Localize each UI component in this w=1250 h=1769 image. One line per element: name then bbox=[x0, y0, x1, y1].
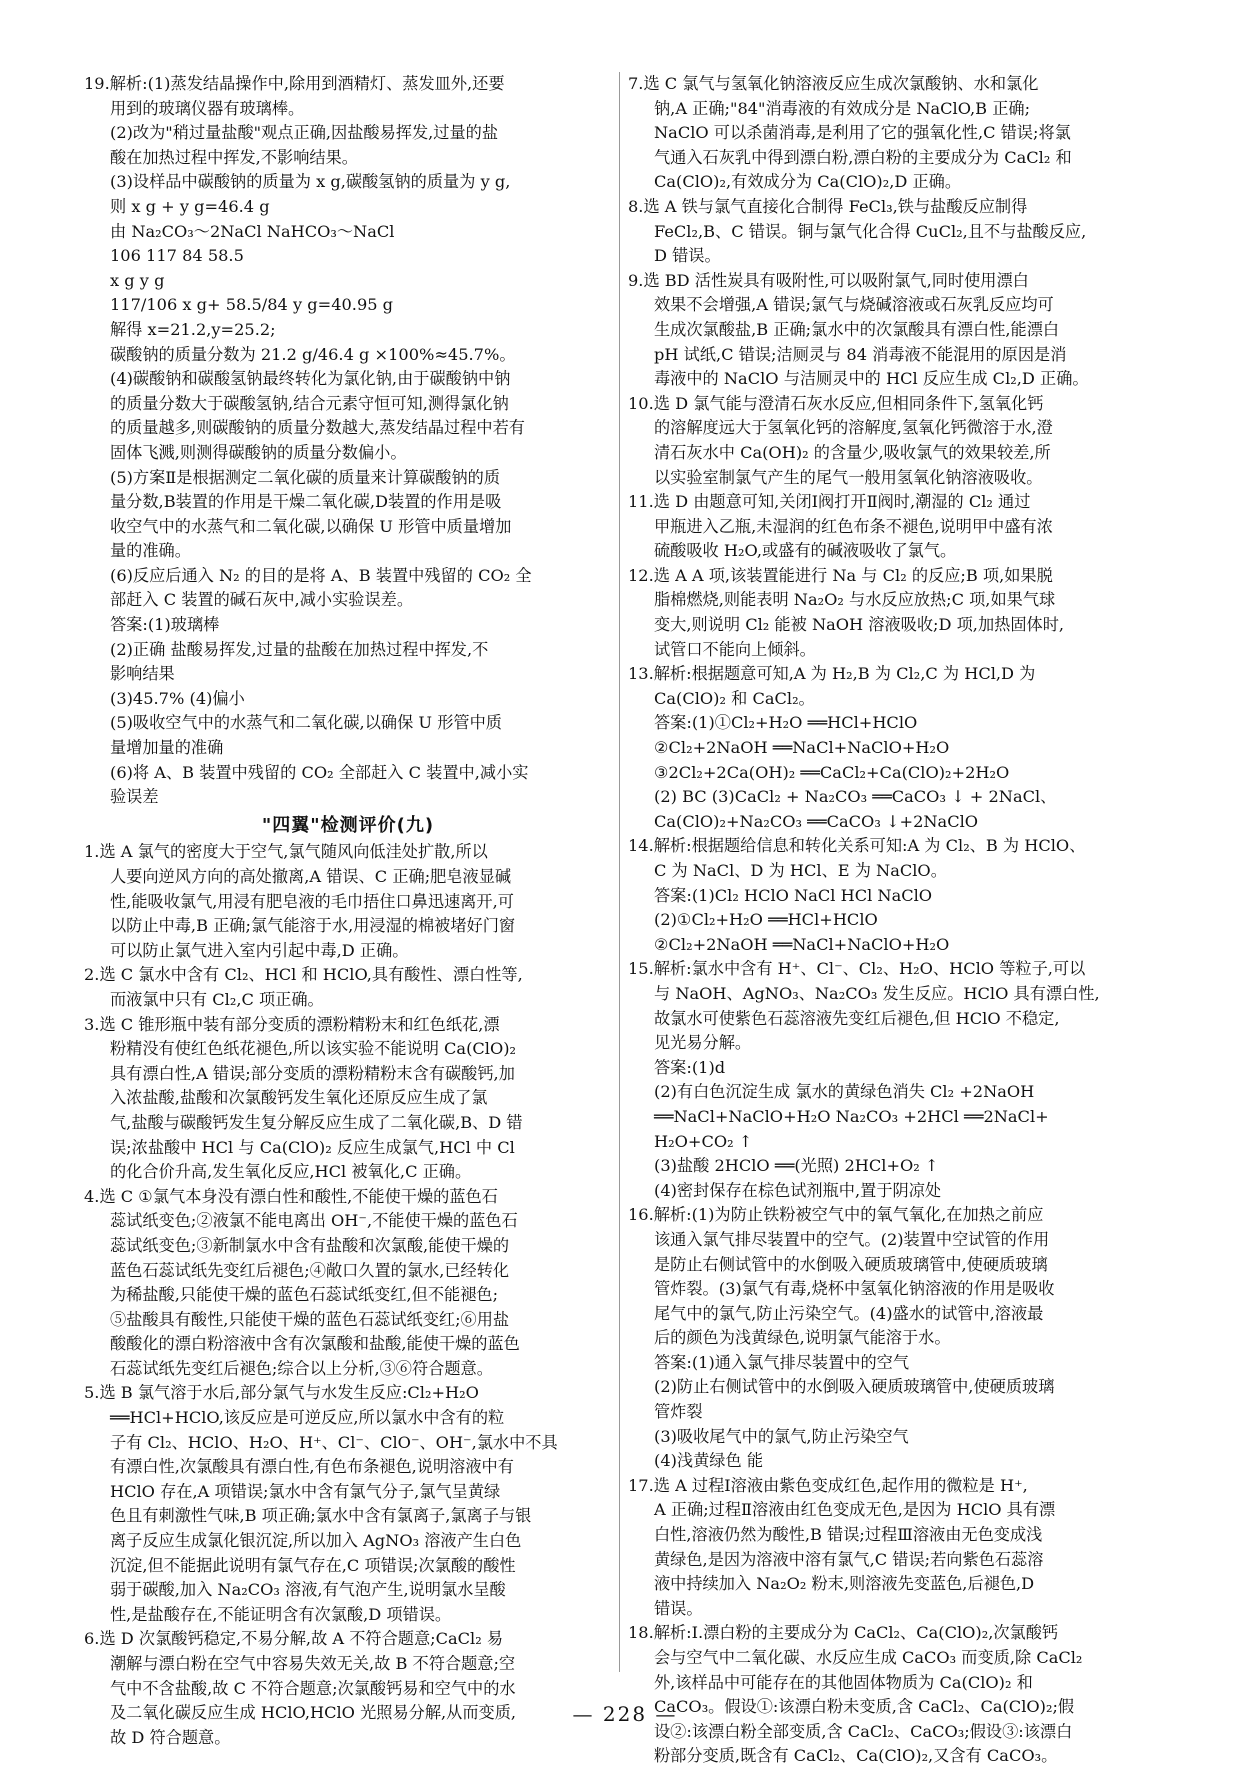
text-line: 液中持续加入 Na₂O₂ 粉末,则溶液先变蓝色,后褪色,D bbox=[654, 1574, 1035, 1594]
text-line: 清石灰水中 Ca(OH)₂ 的含量少,吸收氯气的效果较差,所 bbox=[654, 442, 1051, 462]
text-line: 答案:(1)通入氯气排尽装置中的空气 bbox=[654, 1352, 910, 1372]
text-line: 部赶入 C 装置的碱石灰中,减小实验误差。 bbox=[110, 590, 414, 610]
text-line: 变大,则说明 Cl₂ 能被 NaOH 溶液吸收;D 项,加热固体时, bbox=[654, 615, 1065, 635]
text-line: 7.选 C 氯气与氢氧化钠溶液反应生成次氯酸钠、水和氯化 bbox=[628, 74, 1039, 93]
text-line: 答案:(1)d bbox=[654, 1057, 726, 1077]
text-line: 18.解析:Ⅰ.漂白粉的主要成分为 CaCl₂、Ca(ClO)₂,次氯酸钙 bbox=[628, 1623, 1059, 1643]
text-line: (3)盐酸 2HClO ══(光照) 2HCl+O₂ ↑ bbox=[654, 1156, 939, 1176]
text-line: 答案:(1)玻璃棒 bbox=[110, 615, 220, 635]
right-column bbox=[628, 72, 1184, 1769]
text-line: 误;浓盐酸中 HCl 与 Ca(ClO)₂ 反应生成氯气,HCl 中 Cl bbox=[110, 1137, 515, 1157]
text-line: 管炸裂 bbox=[654, 1402, 703, 1422]
text-line: A 正确;过程Ⅱ溶液由红色变成无色,是因为 HClO 具有漂 bbox=[654, 1500, 1056, 1520]
text-line: 8.选 A 铁与氯气直接化合制得 FeCl₃,铁与盐酸反应制得 bbox=[628, 196, 1028, 216]
text-line: 4.选 C ①氯气本身没有漂白性和酸性,不能使干燥的蓝色石 bbox=[84, 1186, 498, 1206]
text-line: 15.解析:氯水中含有 H⁺、Cl⁻、Cl₂、H₂O、HClO 等粒子,可以 bbox=[628, 959, 1086, 979]
text-line: HClO 存在,A 项错误;氯水中含有氯气分子,氯气呈黄绿 bbox=[110, 1481, 501, 1501]
text-line: 的溶解度远大于氢氧化钙的溶解度,氢氧化钙微溶于水,澄 bbox=[654, 418, 1053, 438]
text-line: Ca(ClO)₂,有效成分为 Ca(ClO)₂,D 正确。 bbox=[654, 172, 962, 192]
text-line: 14.解析:根据题给信息和转化关系可知:A 为 Cl₂、B 为 HClO、 bbox=[628, 836, 1086, 856]
text-line: 2.选 C 氯水中含有 Cl₂、HCl 和 HClO,具有酸性、漂白性等, bbox=[84, 965, 523, 985]
text-line: 效果不会增强,A 错误;氯气与烧碱溶液或石灰乳反应均可 bbox=[654, 295, 1054, 315]
text-line: ══NaCl+NaClO+H₂O Na₂CO₃ +2HCl ══2NaCl+ bbox=[654, 1106, 1049, 1126]
text-line: x g y g bbox=[110, 270, 165, 290]
text-line: (6)反应后通入 N₂ 的目的是将 A、B 装置中残留的 CO₂ 全 bbox=[110, 565, 532, 585]
text-line: 蕊试纸变色;②液氯不能电离出 OH⁻,不能使干燥的蓝色石 bbox=[110, 1211, 518, 1231]
text-line: 收空气中的水蒸气和二氧化碳,以确保 U 形管中质量增加 bbox=[110, 516, 512, 536]
text-line: (6)将 A、B 装置中残留的 CO₂ 全部赶入 C 装置中,减小实 bbox=[110, 762, 529, 782]
text-line: 石蕊试纸先变红后褪色;综合以上分析,③⑥符合题意。 bbox=[110, 1358, 493, 1378]
text-line: 由 Na₂CO₃～2NaCl NaHCO₃～NaCl bbox=[110, 221, 395, 241]
text-line: (2)有白色沉淀生成 氯水的黄绿色消失 Cl₂ +2NaOH bbox=[654, 1082, 1035, 1102]
text-line: 蕊试纸变色;③新制氯水中含有盐酸和次氯酸,能使干燥的 bbox=[110, 1235, 510, 1255]
text-line: 管炸裂。(3)氯气有毒,烧杯中氢氧化钠溶液的作用是吸收 bbox=[654, 1279, 1055, 1299]
text-line: 及二氧化碳反应生成 HClO,HClO 光照易分解,从而变质, bbox=[110, 1703, 517, 1723]
text-line: 设②:该漂白粉全部变质,含 CaCl₂、CaCO₃;假设③:该漂白 bbox=[654, 1721, 1073, 1741]
text-line: 11.选 D 由题意可知,关闭Ⅰ阀打开Ⅱ阀时,潮湿的 Cl₂ 通过 bbox=[628, 492, 1031, 512]
text-line: 验误差 bbox=[110, 787, 159, 807]
text-line: 具有漂白性,A 错误;部分变质的漂粉精粉末含有碳酸钙,加 bbox=[110, 1063, 515, 1083]
text-line: (2)改为"稍过量盐酸"观点正确,因盐酸易挥发,过量的盐 bbox=[110, 123, 499, 143]
text-line: (3)吸收尾气中的氯气,防止污染空气 bbox=[654, 1426, 909, 1446]
text-line: 17.选 A 过程Ⅰ溶液由紫色变成红色,起作用的微粒是 H⁺, bbox=[628, 1475, 1028, 1495]
text-line: 可以防止氯气进入室内引起中毒,D 正确。 bbox=[110, 940, 409, 960]
text-line: 试管口不能向上倾斜。 bbox=[654, 639, 816, 659]
text-line: (2)防止右侧试管中的水倒吸入硬质玻璃管中,使硬质玻璃 bbox=[654, 1377, 1055, 1397]
text-line: (4)碳酸钠和碳酸氢钠最终转化为氯化钠,由于碳酸钠中钠 bbox=[110, 369, 511, 389]
text-line: 影响结果 bbox=[110, 664, 175, 684]
text-line: CaCO₃。假设①:该漂白粉未变质,含 CaCl₂、Ca(ClO)₂;假 bbox=[654, 1697, 1075, 1717]
text-line: ══HCl+HClO,该反应是可逆反应,所以氯水中含有的粒 bbox=[110, 1408, 505, 1428]
text-line: 外,该样品中可能存在的其他固体物质为 Ca(ClO)₂ 和 bbox=[654, 1672, 1033, 1692]
text-line: 117/106 x g+ 58.5/84 y g=40.95 g bbox=[110, 295, 394, 315]
text-line: 黄绿色,是因为溶液中溶有氯气,C 错误;若向紫色石蕊溶 bbox=[654, 1549, 1044, 1569]
text-line: 有漂白性,次氯酸具有漂白性,有色布条褪色,说明溶液中有 bbox=[110, 1457, 514, 1477]
text-line: 甲瓶进入乙瓶,未湿润的红色布条不褪色,说明甲中盛有浓 bbox=[654, 516, 1053, 536]
page-number: — 228 — bbox=[572, 1702, 678, 1726]
text-line: 后的颜色为浅黄绿色,说明氯气能溶于水。 bbox=[654, 1328, 951, 1348]
text-line: 性,能吸收氯气,用浸有肥皂液的毛巾捂住口鼻迅速离开,可 bbox=[110, 891, 514, 911]
text-line: (5)方案Ⅱ是根据测定二氧化碳的质量来计算碳酸钠的质 bbox=[110, 467, 501, 487]
text-line: 则 x g + y g=46.4 g bbox=[110, 196, 270, 216]
left-column bbox=[84, 72, 612, 1750]
text-line: 量分数,B装置的作用是干燥二氧化碳,D装置的作用是吸 bbox=[110, 492, 502, 512]
text-line: 入浓盐酸,盐酸和次氯酸钙发生氧化还原反应生成了氯 bbox=[110, 1088, 488, 1108]
text-line: 解得 x=21.2,y=25.2; bbox=[110, 319, 276, 339]
text-line: 1.选 A 氯气的密度大于空气,氯气随风向低洼处扩散,所以 bbox=[84, 842, 488, 862]
text-line: 气中不含盐酸,故 C 不符合题意;次氯酸钙易和空气中的水 bbox=[110, 1678, 516, 1698]
text-line: 会与空气中二氧化碳、水反应生成 CaCO₃ 而变质,除 CaCl₂ bbox=[654, 1648, 1083, 1667]
text-line: 为稀盐酸,只能使干燥的蓝色石蕊试纸变红,但不能褪色; bbox=[110, 1285, 499, 1305]
text-line: 10.选 D 氯气能与澄清石灰水反应,但相同条件下,氢氧化钙 bbox=[628, 393, 1044, 413]
text-line: ⑤盐酸具有酸性,只能使干燥的蓝色石蕊试纸变红;⑥用盐 bbox=[110, 1309, 510, 1329]
text-line: 以实验室制氯气产生的尾气一般用氢氧化钠溶液吸收。 bbox=[654, 467, 1043, 487]
text-line: 生成次氯酸盐,B 正确;氯水中的次氯酸具有漂白性,能漂白 bbox=[654, 319, 1060, 339]
text-line: 该通入氯气排尽装置中的空气。(2)装置中空试管的作用 bbox=[654, 1229, 1050, 1249]
text-line: 3.选 C 锥形瓶中装有部分变质的漂粉精粉末和红色纸花,漂 bbox=[84, 1014, 500, 1034]
text-line: ②Cl₂+2NaOH ══NaCl+NaClO+H₂O bbox=[654, 738, 950, 758]
text-line: 13.解析:根据题意可知,A 为 H₂,B 为 Cl₂,C 为 HCl,D 为 bbox=[628, 664, 1036, 684]
text-line: 脂棉燃烧,则能表明 Na₂O₂ 与水反应放热;C 项,如果气球 bbox=[654, 590, 1056, 610]
text-line: C 为 NaCl、D 为 HCl、E 为 NaClO。 bbox=[654, 861, 947, 880]
text-line: 色且有刺激性气味,B 项正确;氯水中含有氯离子,氯离子与银 bbox=[110, 1506, 532, 1526]
text-line: 量增加量的准确 bbox=[110, 738, 224, 758]
text-line: 人要向逆风方向的高处撤离,A 错误、C 正确;肥皂液显碱 bbox=[110, 867, 512, 886]
text-line: 的质量分数大于碳酸氢钠,结合元素守恒可知,测得氯化钠 bbox=[110, 393, 509, 413]
text-line: 是防止右侧试管中的水倒吸入硬质玻璃管中,使硬质玻璃 bbox=[654, 1254, 1048, 1274]
text-line: 故 D 符合题意。 bbox=[110, 1727, 231, 1747]
text-line: 钠,A 正确;"84"消毒液的有效成分是 NaClO,B 正确; bbox=[654, 98, 1031, 118]
text-line: (4)密封保存在棕色试剂瓶中,置于阴凉处 bbox=[654, 1180, 942, 1200]
text-line: 粉部分变质,既含有 CaCl₂、Ca(ClO)₂,又含有 CaCO₃。 bbox=[654, 1746, 1058, 1766]
text-line: 白性,溶液仍然为酸性,B 错误;过程Ⅲ溶液由无色变成浅 bbox=[654, 1525, 1043, 1545]
text-line: 9.选 BD 活性炭具有吸附性,可以吸附氯气,同时使用漂白 bbox=[628, 270, 1029, 290]
text-line: 答案:(1)①Cl₂+H₂O ══HCl+HClO bbox=[654, 713, 918, 733]
text-line: (4)浅黄绿色 能 bbox=[654, 1451, 764, 1471]
text-line: Ca(ClO)₂+Na₂CO₃ ══CaCO₃ ↓+2NaClO bbox=[654, 811, 979, 831]
text-line: 以防止中毒,B 正确;氯气能溶于水,用浸湿的棉被堵好门窗 bbox=[110, 916, 516, 936]
text-line: 蓝色石蕊试纸先变红后褪色;④敞口久置的氯水,已经转化 bbox=[110, 1260, 510, 1280]
text-line: 5.选 B 氯气溶于水后,部分氯气与水发生反应:Cl₂+H₂O bbox=[84, 1383, 479, 1403]
text-line: FeCl₂,B、C 错误。铜与氯气化合得 CuCl₂,且不与盐酸反应, bbox=[654, 221, 1087, 241]
text-line: 酸在加热过程中挥发,不影响结果。 bbox=[110, 147, 358, 167]
text-line: 答案:(1)Cl₂ HClO NaCl HCl NaClO bbox=[654, 885, 933, 905]
text-line: 错误。 bbox=[654, 1598, 703, 1618]
text-line: H₂O+CO₂ ↑ bbox=[654, 1131, 753, 1151]
text-line: NaClO 可以杀菌消毒,是利用了它的强氧化性,C 错误;将氯 bbox=[654, 123, 1071, 143]
text-line: (3)设样品中碳酸钠的质量为 x g,碳酸氢钠的质量为 y g, bbox=[110, 172, 511, 192]
text-line: 弱于碳酸,加入 Na₂CO₃ 溶液,有气泡产生,说明氯水呈酸 bbox=[110, 1580, 506, 1600]
text-line: 16.解析:(1)为防止铁粉被空气中的氧气氧化,在加热之前应 bbox=[628, 1205, 1044, 1225]
text-line: 见光易分解。 bbox=[654, 1033, 752, 1053]
text-line: (2)①Cl₂+H₂O ══HCl+HClO bbox=[654, 910, 878, 930]
text-line: 量的准确。 bbox=[110, 541, 191, 561]
text-line: 离子反应生成氯化银沉淀,所以加入 AgNO₃ 溶液产生白色 bbox=[110, 1531, 522, 1551]
text-line: 用到的玻璃仪器有玻璃棒。 bbox=[110, 98, 305, 118]
text-line: 潮解与漂白粉在空气中容易失效无关,故 B 不符合题意;空 bbox=[110, 1654, 516, 1673]
text-line: ②Cl₂+2NaOH ══NaCl+NaClO+H₂O bbox=[654, 934, 950, 954]
text-line: 的质量越多,则碳酸钠的质量分数越大,蒸发结晶过程中若有 bbox=[110, 418, 525, 438]
text-line: ③2Cl₂+2Ca(OH)₂ ══CaCl₂+Ca(ClO)₂+2H₂O bbox=[654, 762, 1010, 782]
text-line: 12.选 A A 项,该装置能进行 Na 与 Cl₂ 的反应;B 项,如果脱 bbox=[628, 565, 1053, 585]
text-line: 故氯水可使紫色石蕊溶液先变红后褪色,但 HClO 不稳定, bbox=[654, 1008, 1060, 1028]
text-line: 尾气中的氯气,防止污染空气。(4)盛水的试管中,溶液最 bbox=[654, 1303, 1044, 1323]
text-line: (3)45.7% (4)偏小 bbox=[110, 688, 245, 708]
text-line: (2)正确 盐酸易挥发,过量的盐酸在加热过程中挥发,不 bbox=[110, 639, 489, 659]
section-heading: "四翼"检测评价(九) bbox=[261, 814, 435, 836]
text-line: 碳酸钠的质量分数为 21.2 g/46.4 g ×100%≈45.7%。 bbox=[110, 344, 516, 364]
text-line: 6.选 D 次氯酸钙稳定,不易分解,故 A 不符合题意;CaCl₂ 易 bbox=[84, 1629, 504, 1649]
text-line: 固体飞溅,则测得碳酸钠的质量分数偏小。 bbox=[110, 442, 407, 462]
text-line: 气通入石灰乳中得到漂白粉,漂白粉的主要成分为 CaCl₂ 和 bbox=[654, 147, 1072, 167]
text-line: pH 试纸,C 错误;洁厕灵与 84 消毒液不能混用的原因是消 bbox=[654, 344, 1067, 364]
text-line: 子有 Cl₂、HClO、H₂O、H⁺、Cl⁻、ClO⁻、OH⁻,氯水中不具 bbox=[110, 1432, 558, 1452]
text-line: 的化合价升高,发生氧化反应,HCl 被氧化,C 正确。 bbox=[110, 1162, 472, 1182]
text-line: (5)吸收空气中的水蒸气和二氧化碳,以确保 U 形管中质 bbox=[110, 713, 502, 733]
text-line: 酸酸化的漂白粉溶液中含有次氯酸和盐酸,能使干燥的蓝色 bbox=[110, 1334, 520, 1354]
text-line: 硫酸吸收 H₂O,或盛有的碱液吸收了氯气。 bbox=[654, 541, 957, 561]
text-line: 与 NaOH、AgNO₃、Na₂CO₃ 发生反应。HClO 具有漂白性, bbox=[654, 983, 1100, 1003]
text-line: 毒液中的 NaClO 与洁厕灵中的 HCl 反应生成 Cl₂,D 正确。 bbox=[654, 369, 1089, 389]
column-divider bbox=[619, 72, 620, 1672]
text-line: 106 117 84 58.5 bbox=[110, 246, 244, 266]
text-line: 而液氯中只有 Cl₂,C 项正确。 bbox=[110, 989, 324, 1009]
text-line: 19.解析:(1)蒸发结晶操作中,除用到酒精灯、蒸发皿外,还要 bbox=[84, 74, 505, 93]
text-line: 气,盐酸与碳酸钙发生复分解反应生成了二氧化碳,B、D 错 bbox=[110, 1112, 523, 1132]
text-line: Ca(ClO)₂ 和 CaCl₂。 bbox=[654, 688, 815, 708]
text-line: D 错误。 bbox=[654, 246, 721, 266]
text-line: (2) BC (3)CaCl₂ + Na₂CO₃ ══CaCO₃ ↓ + 2NaCl、 bbox=[654, 787, 1057, 807]
text-line: 粉精没有使红色纸花褪色,所以该实验不能说明 Ca(ClO)₂ bbox=[110, 1039, 517, 1059]
text-line: 沉淀,但不能据此说明有氯气存在,C 项错误;次氯酸的酸性 bbox=[110, 1555, 516, 1575]
text-line: 性,是盐酸存在,不能证明含有次氯酸,D 项错误。 bbox=[110, 1604, 452, 1624]
